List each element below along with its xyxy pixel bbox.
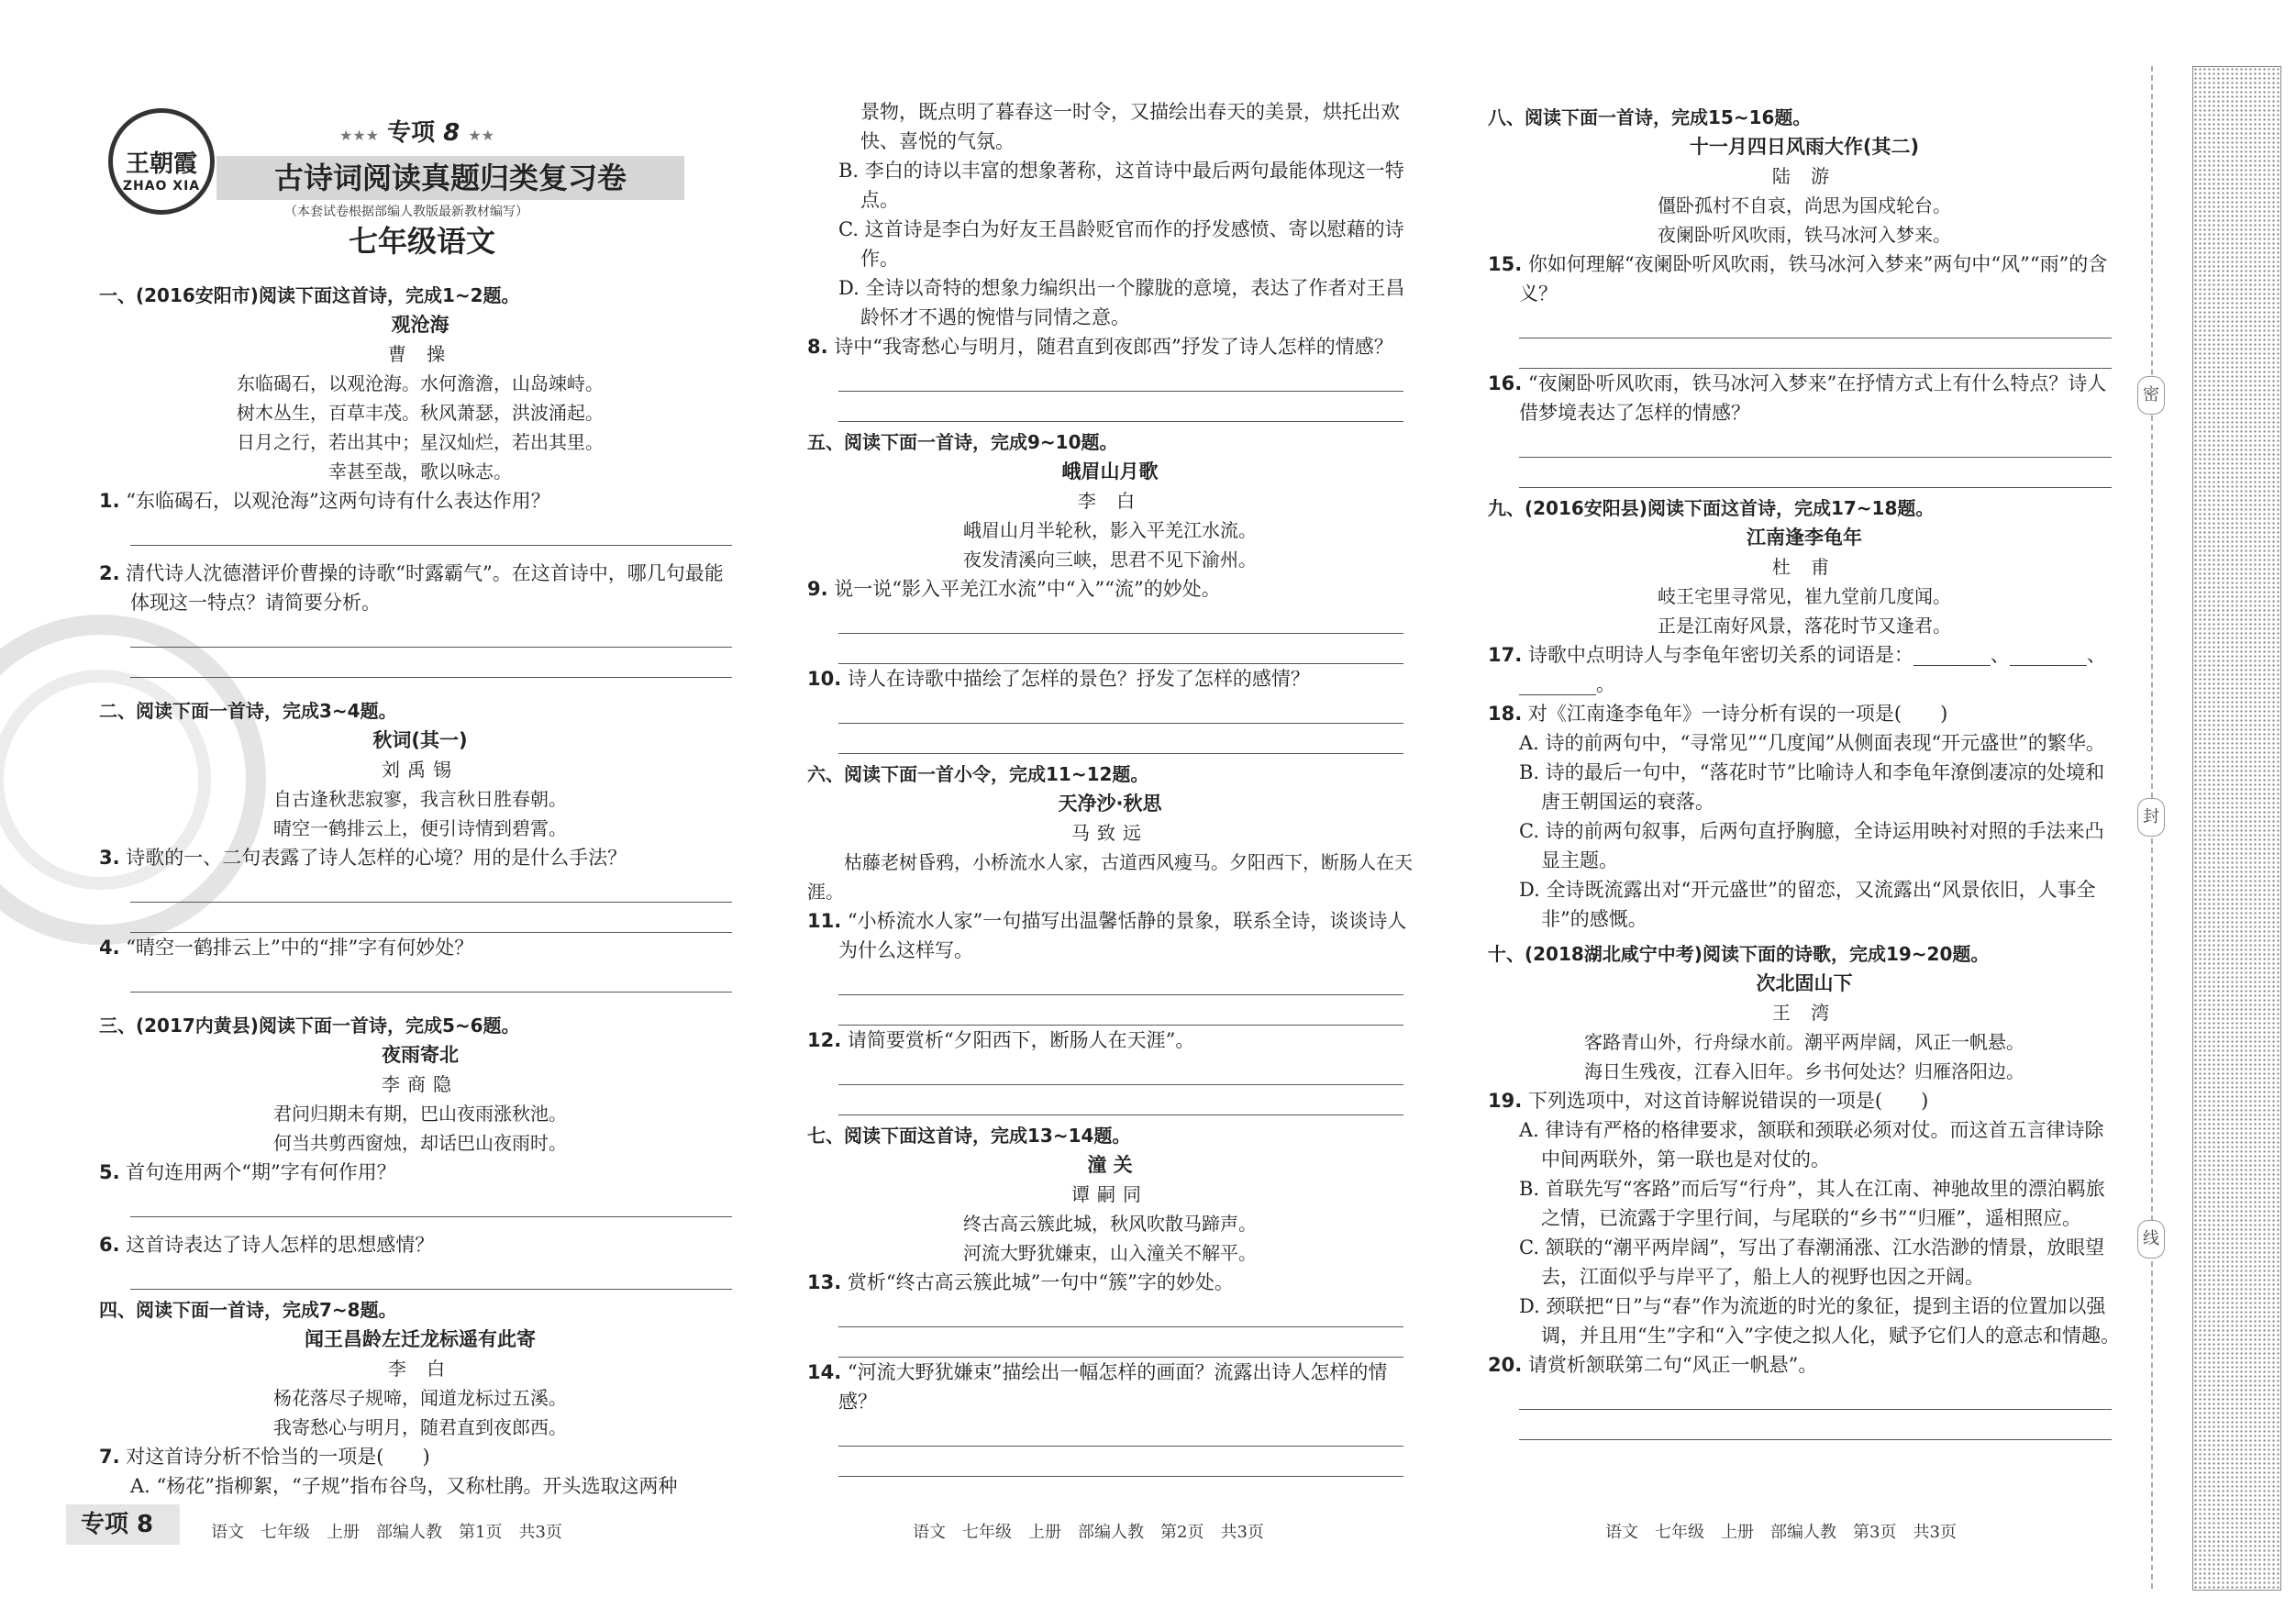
poem-title: 峨眉山月歌 xyxy=(1061,460,1159,482)
poem-line: 正是江南好风景，落花时节又逢君。 xyxy=(1658,615,1951,637)
exam-title-banner: 古诗词阅读真题归类复习卷 xyxy=(216,156,684,200)
poem-line: 君问归期未有期，巴山夜雨涨秋池。 xyxy=(273,1103,567,1125)
poem-line: 晴空一鹤排云上，便引诗情到碧霄。 xyxy=(273,817,567,839)
poem-author: 陆 游 xyxy=(1771,165,1837,187)
poem-line: 海日生残夜，江春入旧年。乡书何处达？归雁洛阳边。 xyxy=(1584,1060,2024,1082)
answer-line[interactable] xyxy=(1519,1410,2112,1440)
poem-author: 李 白 xyxy=(387,1358,453,1380)
poem-title: 十一月四日风雨大作(其二) xyxy=(1689,136,1920,158)
question: 11. “小桥流水人家”一句描写出温馨恬静的景象，联系全诗，谈谈诗人为什么这样写。 xyxy=(807,910,1407,961)
poem-line: 东临碣石，以观沧海。水何澹澹，山岛竦峙。 xyxy=(237,372,604,394)
poem-line: 终古高云簇此城，秋风吹散马蹄声。 xyxy=(963,1213,1257,1235)
page-footer: 语文 七年级 上册 部编人教 第3页 共3页 xyxy=(1605,1523,1957,1542)
question: 5. 首句连用两个“期”字有何作用？ xyxy=(99,1161,396,1183)
poem-title: 天净沙·秋思 xyxy=(1058,793,1162,815)
seal-label: 密 xyxy=(2137,376,2165,415)
option[interactable]: D. 颈联把“日”与“春”作为流逝的时光的象征，提到主语的位置加以强调，并且用“生”字和“入”字使之拟人化，赋予它们人的意志和情趣。 xyxy=(1519,1295,2120,1347)
binding-strip xyxy=(2192,66,2281,1591)
answer-line[interactable] xyxy=(130,962,732,993)
answer-line[interactable] xyxy=(838,634,1403,664)
answer-line[interactable] xyxy=(130,648,732,678)
poem-title: 闻王昌龄左迁龙标遥有此寄 xyxy=(305,1328,536,1350)
poem-line: 我寄愁心与明月，随君直到夜郎西。 xyxy=(273,1416,567,1438)
question: 20. 请赏析颔联第二句“风正一帆悬”。 xyxy=(1488,1354,1818,1376)
question: 2. 清代诗人沈德潜评价曹操的诗歌“时露霸气”。在这首诗中，哪几句最能体现这一特点？请简要分析。 xyxy=(99,562,724,614)
seal-label: 线 xyxy=(2137,1220,2165,1259)
poem-author: 谭嗣同 xyxy=(1071,1183,1148,1205)
question: 16. “夜阑卧听风吹雨，铁马冰河入梦来”在抒情方式上有什么特点？诗人借梦境表达了怎样的情感？ xyxy=(1488,372,2107,424)
answer-line[interactable] xyxy=(838,604,1403,634)
option[interactable]: A. 律诗有严格的格律要求，颔联和颈联必须对仗。而这首五言律诗除中间两联外，第一联也是对仗的。 xyxy=(1519,1119,2104,1170)
answer-line[interactable] xyxy=(838,361,1403,392)
option[interactable]: D. 全诗既流露出对“开元盛世”的留恋，又流露出“风景依旧，人事全非”的感慨。 xyxy=(1519,879,2096,930)
poem-line: 树木丛生，百草丰茂。秋风萧瑟，洪波涌起。 xyxy=(237,402,604,424)
option[interactable]: B. 诗的最后一句中，“落花时节”比喻诗人和李龟年潦倒凄凉的处境和唐王朝国运的衰落。 xyxy=(1519,761,2105,813)
poem-line: 僵卧孤村不自哀，尚思为国戍轮台。 xyxy=(1658,194,1951,216)
answer-line[interactable] xyxy=(838,1447,1403,1477)
option[interactable]: A. 诗的前两句中，“寻常见”“几度闻”从侧面表现“开元盛世”的繁华。 xyxy=(1519,732,2105,754)
option[interactable]: D. 全诗以奇特的想象力编织出一个朦胧的意境，表达了作者对王昌龄怀才不遇的惋惜与同情之意。 xyxy=(838,277,1405,328)
section-title: 六、阅读下面一首小令，完成11~12题。 xyxy=(807,763,1149,785)
poem-line: 夜发清溪向三峡，思君不见下渝州。 xyxy=(963,549,1257,571)
answer-line[interactable] xyxy=(838,1297,1403,1327)
question: 14. “河流大野犹嫌束”描绘出一幅怎样的画面？流露出诗人怎样的情感？ xyxy=(807,1361,1388,1413)
poem-author: 王 湾 xyxy=(1771,1002,1837,1024)
option[interactable]: B. 首联先写“客路”而后写“行舟”，其人在江南、神驰故里的漂泊羁旅之情，已流露于字里行间，与尾联的“乡书”“归雁”，遥相照应。 xyxy=(1519,1178,2105,1229)
question: 15. 你如何理解“夜阑卧听风吹雨，铁马冰河入梦来”两句中“风”“雨”的含义？ xyxy=(1488,253,2108,305)
answer-line[interactable] xyxy=(1519,427,2112,458)
answer-line[interactable] xyxy=(838,724,1403,754)
edition-note: （本套试卷根据部编人教版最新教材编写） xyxy=(284,205,528,219)
poem-author: 李 白 xyxy=(1077,490,1143,512)
poem-title: 夜雨寄北 xyxy=(382,1044,459,1066)
answer-line[interactable] xyxy=(838,693,1403,724)
answer-line[interactable] xyxy=(838,995,1403,1026)
question: 1. “东临碣石，以观沧海”这两句诗有什么表达作用？ xyxy=(99,490,550,512)
option[interactable]: C. 诗的前两句叙事，后两句直抒胸臆，全诗运用映衬对照的手法来凸显主题。 xyxy=(1519,820,2104,871)
section-title: 七、阅读下面这首诗，完成13~14题。 xyxy=(807,1125,1131,1147)
answer-line[interactable] xyxy=(838,1055,1403,1085)
section-title: 一、(2016安阳市)阅读下面这首诗，完成1~2题。 xyxy=(99,284,520,306)
question: 4. “晴空一鹤排云上”中的“排”字有何妙处？ xyxy=(99,937,474,959)
poem-line: 何当共剪西窗烛，却话巴山夜雨时。 xyxy=(273,1132,567,1154)
answer-line[interactable] xyxy=(130,617,732,648)
question: 19. 下列选项中，对这首诗解说错误的一项是( ) xyxy=(1488,1090,1929,1112)
poem-line: 杨花落尽子规啼，闻道龙标过五溪。 xyxy=(273,1387,567,1409)
poem-line: 夜阑卧听风吹雨，铁马冰河入梦来。 xyxy=(1658,224,1951,246)
question: 3. 诗歌的一、二句表露了诗人怎样的心境？用的是什么手法？ xyxy=(99,847,627,869)
section-title: 二、阅读下面一首诗，完成3~4题。 xyxy=(99,700,397,722)
question: 12. 请简要赏析“夕阳西下，断肠人在天涯”。 xyxy=(807,1029,1195,1051)
answer-line[interactable] xyxy=(838,965,1403,995)
column-1 xyxy=(99,275,741,1501)
section-title: 四、阅读下面一首诗，完成7~8题。 xyxy=(99,1299,397,1321)
section-title: 十、(2018湖北咸宁中考)阅读下面的诗歌，完成19~20题。 xyxy=(1488,943,1990,965)
answer-line[interactable] xyxy=(130,903,732,933)
poem-title: 次北固山下 xyxy=(1756,972,1853,994)
option[interactable]: C. 颔联的“潮平两岸阔”，写出了春潮涌涨、江水浩渺的情景，放眼望去，江面似乎与岸平了，船上人的视野也因之开阔。 xyxy=(1519,1237,2105,1288)
poem-author: 曹 操 xyxy=(387,343,453,365)
section-title: 五、阅读下面一首诗，完成9~10题。 xyxy=(807,431,1118,453)
answer-line[interactable] xyxy=(838,1327,1403,1358)
option[interactable]: B. 李白的诗以丰富的想象著称，这首诗中最后两句最能体现这一特点。 xyxy=(838,160,1404,211)
answer-line[interactable] xyxy=(130,1187,732,1217)
question: 9. 说一说“影入平羌江水流”中“入”“流”的妙处。 xyxy=(807,578,1221,600)
poem-author: 刘禹锡 xyxy=(382,759,459,781)
column-2 xyxy=(807,97,1413,1477)
question: 8. 诗中“我寄愁心与明月，随君直到夜郎西”抒发了诗人怎样的情感？ xyxy=(807,336,1393,358)
question: 10. 诗人在诗歌中描绘了怎样的景色？抒发了怎样的感情？ xyxy=(807,668,1310,690)
poem-line: 客路青山外，行舟绿水前。潮平两岸阔，风正一帆悬。 xyxy=(1584,1031,2024,1053)
answer-line[interactable] xyxy=(838,392,1403,422)
question: 17. 诗歌中点明诗人与李龟年密切关系的词语是：________、________、________。 xyxy=(1488,644,2106,695)
brand-logo: 王朝霞 ZHAO XIA xyxy=(108,108,215,215)
poem-text: 枯藤老树昏鸦，小桥流水人家，古道西风瘦马。夕阳西下，断肠人在天涯。 xyxy=(807,851,1413,903)
poem-line: 自古逢秋悲寂寥，我言秋日胜春朝。 xyxy=(273,788,567,810)
section-title: 九、(2016安阳县)阅读下面这首诗，完成17~18题。 xyxy=(1488,497,1935,519)
poem-line: 河流大野犹嫌束，山入潼关不解平。 xyxy=(963,1242,1257,1264)
answer-line[interactable] xyxy=(130,1259,732,1290)
special-label: ★★★ 专项 8 ★★ xyxy=(339,119,495,147)
answer-line[interactable] xyxy=(838,1416,1403,1447)
answer-line[interactable] xyxy=(1519,458,2112,488)
answer-line[interactable] xyxy=(130,516,732,546)
poem-line: 幸甚至哉，歌以咏志。 xyxy=(328,460,512,482)
poem-title: 秋词(其一) xyxy=(372,729,468,751)
column-3 xyxy=(1488,97,2121,1440)
poem-author: 马致远 xyxy=(1071,822,1148,844)
option[interactable]: C. 这首诗是李白为好友王昌龄贬官而作的抒发感愤、寄以慰藉的诗作。 xyxy=(838,218,1404,270)
question: 13. 赏析“终古高云簇此城”一句中“簇”字的妙处。 xyxy=(807,1271,1234,1293)
question: 6. 这首诗表达了诗人怎样的思想感情？ xyxy=(99,1234,435,1256)
option-continued: 景物，既点明了暮春这一时令，又描绘出春天的美景，烘托出欢快、喜悦的气氛。 xyxy=(860,101,1400,152)
answer-line[interactable] xyxy=(1519,338,2112,369)
section-title: 八、阅读下面一首诗，完成15~16题。 xyxy=(1488,106,1812,128)
poem-line: 日月之行，若出其中；星汉灿烂，若出其里。 xyxy=(237,431,604,453)
answer-line[interactable] xyxy=(1519,1380,2112,1410)
poem-line: 岐王宅里寻常见，崔九堂前几度闻。 xyxy=(1658,585,1951,607)
question: 18. 对《江南逢李龟年》一诗分析有误的一项是( ) xyxy=(1488,703,1948,725)
poem-line: 峨眉山月半轮秋，影入平羌江水流。 xyxy=(963,519,1257,541)
question: 7. 对这首诗分析不恰当的一项是( ) xyxy=(99,1446,430,1468)
poem-author: 李商隐 xyxy=(382,1073,459,1095)
option[interactable]: A. “杨花”指柳絮，“子规”指布谷鸟，又称杜鹃。开头选取这两种 xyxy=(130,1475,678,1497)
answer-line[interactable] xyxy=(1519,308,2112,338)
section-title: 三、(2017内黄县)阅读下面一首诗，完成5~6题。 xyxy=(99,1015,520,1037)
poem-author: 杜 甫 xyxy=(1771,556,1837,578)
seal-label: 封 xyxy=(2137,798,2165,837)
grade-title: 七年级语文 xyxy=(349,224,496,259)
poem-title: 观沧海 xyxy=(391,314,449,336)
poem-title: 潼 关 xyxy=(1087,1154,1133,1176)
answer-line[interactable] xyxy=(130,872,732,903)
special-tag: 专项 8 xyxy=(66,1504,180,1545)
page-footer: 语文 七年级 上册 部编人教 第1页 共3页 xyxy=(211,1523,562,1542)
poem-title: 江南逢李龟年 xyxy=(1747,527,1862,549)
page-footer: 语文 七年级 上册 部编人教 第2页 共3页 xyxy=(913,1523,1264,1542)
answer-line[interactable] xyxy=(838,1085,1403,1115)
